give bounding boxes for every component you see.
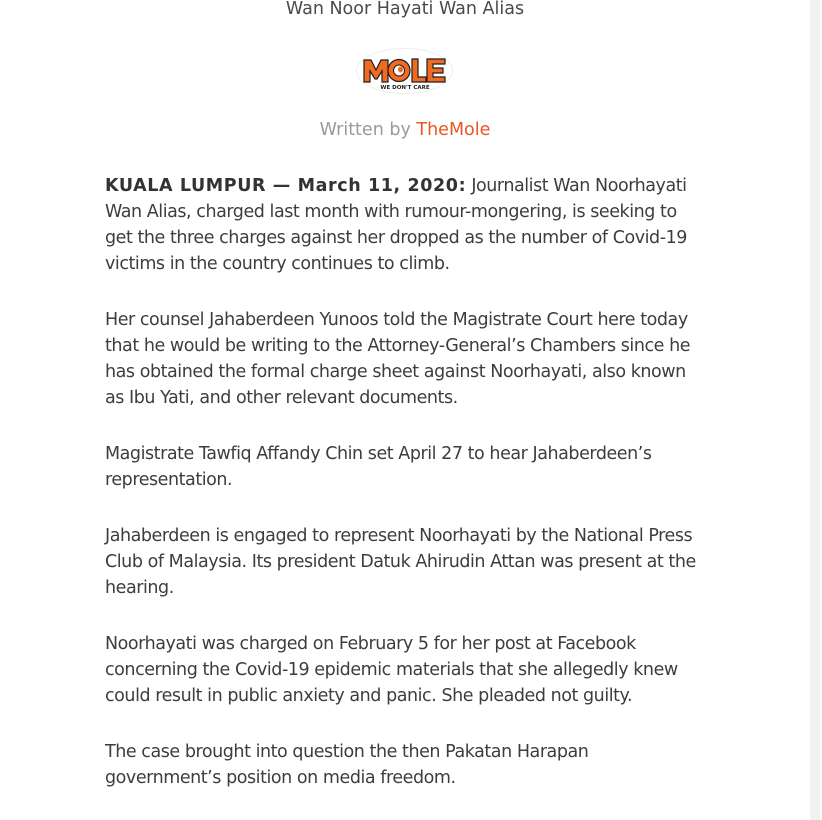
vertical-scrollbar[interactable] — [810, 0, 822, 820]
byline-label: Written by — [319, 120, 411, 140]
article-body — [105, 173, 705, 820]
article-paragraph: Magistrate Tawfiq Affandy Chin set April 27 to hear Jahaberdeen’s representation. — [105, 444, 652, 490]
lead-paragraph — [105, 173, 705, 277]
article-paragraph: Her counsel Jahaberdeen Yunoos told the Magistrate Court here today that he would be writing to the Attorney-General’s Chambers since he has obtained the formal charge sheet against Noorhayati, also known as Ibu Yati, and other relevant documents. — [105, 310, 691, 408]
article-paragraph: Noorhayati was charged on February 5 for her post at Facebook concerning the Covid-19 epidemic materials that she allegedly knew could result in public anxiety and panic. She pleaded not guilty. — [105, 634, 678, 706]
lead-text: Journalist Wan Noorhayati Wan Alias, charged last month with rumour-mongering, is seeking to get the three charges against her dropped as the number of Covid-19 victims in the country continues to climb. — [105, 176, 687, 274]
article-paragraph: The case brought into question the then Pakatan Harapan government’s position on media freedom. — [105, 742, 589, 788]
article-paragraph: Jahaberdeen is engaged to represent Noorhayati by the National Press Club of Malaysia. Its president Datuk Ahirudin Attan was present at the hearing. — [105, 526, 696, 598]
byline — [105, 118, 705, 142]
author-avatar-mole-logo[interactable] — [356, 48, 453, 94]
svg-text:WE DON'T CARE: WE DON'T CARE — [380, 85, 430, 91]
dateline: KUALA LUMPUR — March 11, 2020: — [105, 176, 467, 196]
author-link[interactable]: TheMole — [416, 120, 491, 140]
photo-caption: Wan Noor Hayati Wan Alias — [285, 0, 525, 19]
